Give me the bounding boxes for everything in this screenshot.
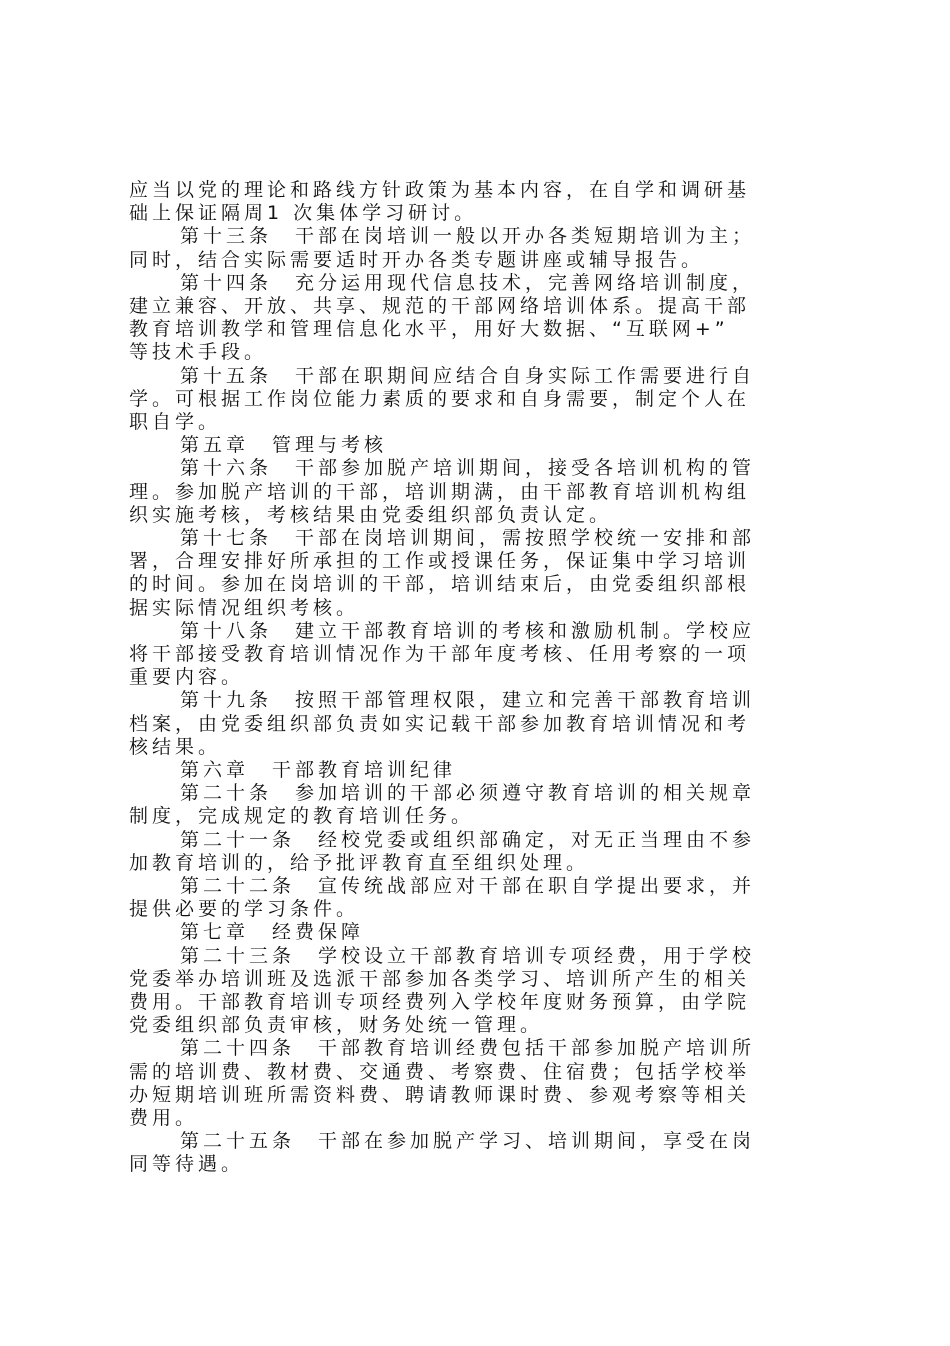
paragraph-line: 党委组织部负责审核，财务处统一管理。: [129, 1014, 544, 1037]
paragraph-line: 费用。干部教育培训专项经费列入学校年度财务预算，由学院: [129, 991, 751, 1013]
paragraph-line-indented: 第二十条 参加培训的干部必须遵守教育培训的相关规章: [180, 782, 756, 805]
paragraph-line: 费用。: [129, 1107, 199, 1129]
paragraph-line-indented: 第十九条 按照干部管理权限，建立和完善干部教育培训: [180, 689, 756, 712]
paragraph-line: 础上保证隔周1 次集体学习研讨。: [129, 202, 478, 225]
paragraph-line-indented: 第二十四条 干部教育培训经费包括干部参加脱产培训所: [180, 1037, 756, 1060]
paragraph-line: 同等待遇。: [129, 1153, 245, 1176]
paragraph-line: 应当以党的理论和路线方针政策为基本内容，在自学和调研基: [129, 179, 751, 201]
paragraph-line: 需的培训费、教材费、交通费、考察费、住宿费；包括学校举: [129, 1060, 751, 1083]
paragraph-line: 核结果。: [129, 735, 222, 758]
paragraph-line-indented: 第二十五条 干部在参加脱产学习、培训期间，享受在岗: [180, 1130, 756, 1153]
paragraph-line: 教育培训教学和管理信息化水平，用好大数据、“互联网+”: [129, 318, 729, 341]
paragraph-line-indented: 第十七条 干部在岗培训期间，需按照学校统一安排和部: [180, 527, 756, 549]
paragraph-line: 重要内容。: [129, 666, 245, 689]
paragraph-line: 办短期培训班所需资料费、聘请教师课时费、参观考察等相关: [129, 1083, 751, 1106]
paragraph-line: 建立兼容、开放、共享、规范的干部网络培训体系。提高干部: [129, 295, 751, 317]
paragraph-line-indented: 第十三条 干部在岗培训一般以开办各类短期培训为主；: [180, 225, 756, 248]
paragraph-line-indented: 第五章 管理与考核: [180, 434, 388, 457]
paragraph-line: 档案，由党委组织部负责如实记载干部参加教育培训情况和考: [129, 712, 751, 735]
paragraph-line-indented: 第七章 经费保障: [180, 921, 365, 944]
paragraph-line: 制度，完成规定的教育培训任务。: [129, 805, 475, 828]
paragraph-line: 将干部接受教育培训情况作为干部年度考核、任用考察的一项: [129, 643, 751, 665]
paragraph-line-indented: 第十四条 充分运用现代信息技术，完善网络培训制度，: [180, 271, 756, 294]
paragraph-line: 同时，结合实际需要适时开办各类专题讲座或辅导报告。: [129, 248, 705, 271]
paragraph-line: 提供必要的学习条件。: [129, 898, 360, 921]
paragraph-line-indented: 第二十一条 经校党委或组织部确定，对无正当理由不参: [180, 828, 756, 851]
paragraph-line: 署，合理安排好所承担的工作或授课任务，保证集中学习培训: [129, 550, 751, 573]
paragraph-line-indented: 第十五条 干部在职期间应结合自身实际工作需要进行自: [180, 364, 756, 387]
paragraph-line: 据实际情况组织考核。: [129, 596, 360, 619]
paragraph-line: 职自学。: [129, 411, 222, 433]
paragraph-line-indented: 第十八条 建立干部教育培训的考核和激励机制。学校应: [180, 619, 756, 642]
paragraph-line: 加教育培训的，给予批评教育直至组织处理。: [129, 851, 590, 874]
paragraph-line: 理。参加脱产培训的干部，培训期满，由干部教育培训机构组: [129, 480, 751, 503]
paragraph-line-indented: 第二十二条 宣传统战部应对干部在职自学提出要求，并: [180, 875, 756, 897]
paragraph-line: 等技术手段。: [129, 341, 268, 364]
paragraph-line-indented: 第二十三条 学校设立干部教育培训专项经费，用于学校: [180, 944, 756, 967]
paragraph-line-indented: 第十六条 干部参加脱产培训期间，接受各培训机构的管: [180, 457, 756, 480]
paragraph-line: 党委举办培训班及选派干部参加各类学习、培训所产生的相关: [129, 967, 751, 990]
paragraph-line: 学。可根据工作岗位能力素质的要求和自身需要，制定个人在: [129, 387, 751, 410]
paragraph-line: 的时间。参加在岗培训的干部，培训结束后，由党委组织部根: [129, 573, 751, 596]
paragraph-line: 织实施考核，考核结果由党委组织部负责认定。: [129, 503, 613, 526]
paragraph-line-indented: 第六章 干部教育培训纪律: [180, 759, 457, 781]
